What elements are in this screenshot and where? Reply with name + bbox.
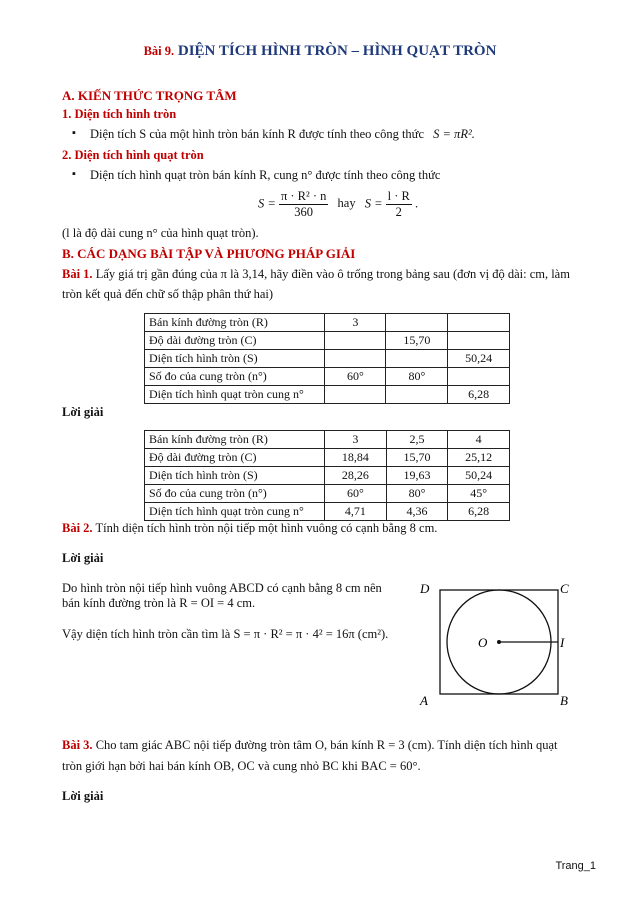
row-label-cell: Diện tích hình tròn (S) (145, 467, 325, 485)
fraction-denominator: 360 (294, 205, 314, 219)
table-row (145, 386, 510, 404)
value-cell: 25,12 (448, 449, 510, 467)
value-cell: 50,24 (448, 467, 510, 485)
page-title (0, 43, 640, 60)
square-circle-figure (410, 575, 580, 710)
formula-end: . (415, 196, 419, 211)
table-row (145, 368, 510, 386)
value-cell: 2,5 (386, 431, 448, 449)
formula-hay: hay (337, 196, 356, 211)
lesson-title: DIỆN TÍCH HÌNH TRÒN – HÌNH QUẠT TRÒN (177, 43, 497, 59)
table-row (145, 485, 510, 503)
value-cell: 15,70 (386, 332, 448, 350)
exercise-3-text: Cho tam giác ABC nội tiếp đường tròn tâm O, bán kính R = 3 (cm). Tính diện tích hình quạt (95, 738, 558, 752)
label-a: A (420, 693, 428, 708)
solution-2-line-1: Do hình tròn nội tiếp hình vuông ABCD có cạnh bằng 8 cm nên (62, 581, 382, 595)
row-label-cell: Độ dài đường tròn (C) (145, 449, 325, 467)
label-b: B (560, 693, 568, 708)
value-cell: 28,26 (325, 467, 387, 485)
value-cell: 3 (325, 431, 387, 449)
formula-lhs-2: S = (364, 196, 383, 211)
value-cell: 6,28 (448, 386, 510, 404)
value-cell: 50,24 (448, 350, 510, 368)
exercise-3-label: Bài 3. (62, 738, 93, 752)
value-cell: 18,84 (325, 449, 387, 467)
row-label-cell: Diện tích hình quạt tròn cung n° (145, 386, 325, 404)
fraction-numerator: π · R² · n (280, 189, 327, 203)
fraction-numerator-2: l · R (387, 189, 410, 203)
value-cell: 45° (448, 485, 510, 503)
value-cell: 15,70 (386, 449, 448, 467)
row-label-cell: Diện tích hình tròn (S) (145, 350, 325, 368)
lesson-number: Bài 9. (143, 44, 175, 58)
value-cell (325, 332, 386, 350)
solution-2-line-2: bán kính đường tròn là R = OI = 4 cm. (62, 596, 256, 610)
value-cell: 19,63 (386, 467, 448, 485)
value-cell: 4,71 (325, 503, 387, 521)
exercise-2-label: Bài 2. (62, 521, 93, 535)
row-label-cell: Diện tích hình quạt tròn cung n° (145, 503, 325, 521)
table-row (145, 467, 510, 485)
center-point (497, 640, 501, 644)
solution-heading-3: Lời giải (62, 789, 104, 803)
formula-fraction-1 (279, 189, 328, 220)
value-cell (448, 314, 510, 332)
value-cell (325, 386, 386, 404)
table-row (145, 503, 510, 521)
formula-sector-area (258, 189, 418, 220)
section-b-heading: B. CÁC DẠNG BÀI TẬP VÀ PHƯƠNG PHÁP GIẢI (62, 246, 356, 261)
label-i: I (560, 635, 565, 650)
row-label-cell: Số đo của cung tròn (n°) (145, 485, 325, 503)
exercise-3-line-2: tròn giới hạn bởi hai bán kính OB, OC và cung nhỏ BC khi BAC = 60°. (62, 759, 421, 773)
bullet-sector-area: ▪ Diện tích hình quạt tròn bán kính R, cung n° được tính theo công thức (90, 168, 440, 183)
table-row (145, 350, 510, 368)
value-cell (448, 368, 510, 386)
value-cell: 4,36 (386, 503, 448, 521)
value-cell (448, 332, 510, 350)
value-cell (325, 350, 386, 368)
exercise-1-table (144, 313, 510, 404)
solution-1-table (144, 430, 510, 521)
value-cell: 60° (325, 485, 387, 503)
formula-lhs: S = (258, 196, 276, 211)
value-cell (386, 386, 448, 404)
label-d: D (420, 581, 430, 596)
exercise-1-line-1 (62, 267, 570, 282)
bullet-circle-area (90, 127, 475, 142)
label-c: C (560, 581, 569, 596)
row-label-cell: Bán kính đường tròn (R) (145, 314, 325, 332)
value-cell: 3 (325, 314, 386, 332)
value-cell: 6,28 (448, 503, 510, 521)
exercise-2 (62, 521, 437, 536)
solution-heading-2: Lời giải (62, 551, 104, 565)
value-cell: 80° (386, 485, 448, 503)
table-row (145, 314, 510, 332)
exercise-3-line-1 (62, 738, 558, 753)
fraction-denominator-2: 2 (395, 205, 402, 219)
value-cell: 60° (325, 368, 386, 386)
exercise-2-text: Tính diện tích hình tròn nội tiếp một hình vuông có cạnh bằng 8 cm. (95, 521, 438, 535)
table-row (145, 431, 510, 449)
formula-fraction-2 (386, 189, 412, 220)
row-label-cell: Độ dài đường tròn (C) (145, 332, 325, 350)
solution-heading-1: Lời giải (62, 405, 104, 419)
exercise-1-line-2: tròn kết quả đến chữ số thập phân thứ hai) (62, 287, 274, 301)
formula-circle-area: S = πR². (433, 127, 475, 141)
bullet-text: Diện tích S của một hình tròn bán kính R được tính theo công thức (90, 127, 424, 141)
table-row (145, 449, 510, 467)
table-row (145, 332, 510, 350)
subheading-sector-area: 2. Diện tích hình quạt tròn (62, 148, 204, 162)
solution-2-line-3: Vậy diện tích hình tròn cần tìm là S = π · R² = π · 4² = 16π (cm²). (62, 627, 389, 641)
section-a-heading: A. KIẾN THỨC TRỌNG TÂM (62, 88, 237, 103)
label-o: O (478, 635, 488, 650)
page-number: Trang_1 (555, 860, 596, 872)
row-label-cell: Bán kính đường tròn (R) (145, 431, 325, 449)
subheading-circle-area: 1. Diện tích hình tròn (62, 107, 177, 121)
value-cell: 80° (386, 368, 448, 386)
exercise-1-label: Bài 1. (62, 267, 93, 281)
note-arc-length: (l là độ dài cung n° của hình quạt tròn). (62, 226, 259, 240)
value-cell (386, 350, 448, 368)
exercise-1-text: Lấy giá trị gần đúng của π là 3,14, hãy điền vào ô trống trong bảng sau (đơn vị độ dài: cm, làm (95, 267, 570, 281)
row-label-cell: Số đo của cung tròn (n°) (145, 368, 325, 386)
value-cell (386, 314, 448, 332)
value-cell: 4 (448, 431, 510, 449)
